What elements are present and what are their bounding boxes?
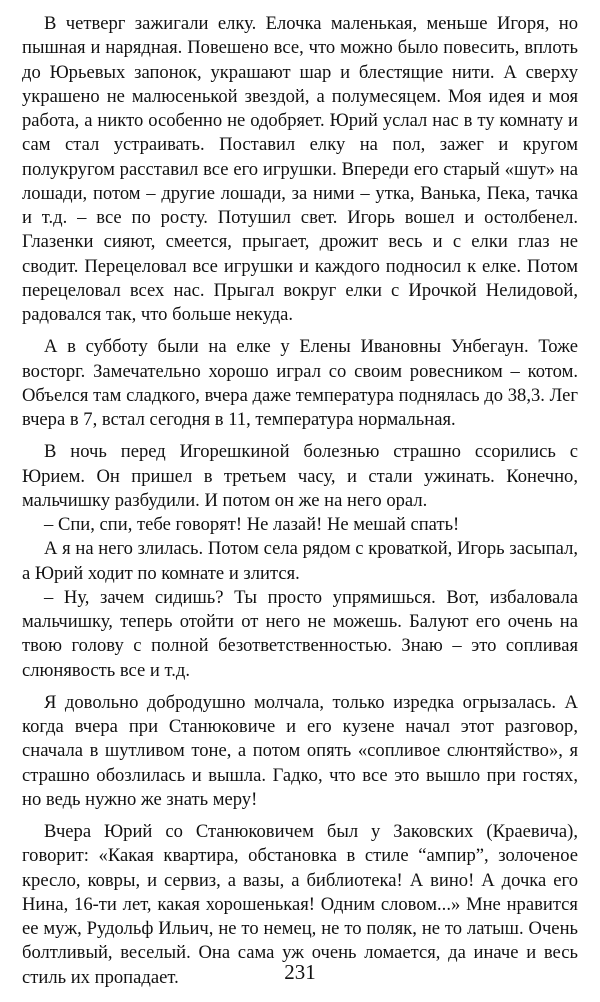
paragraph-night-quarrel: В ночь перед Игорешкиной болезнью страшно ссорились с Юрием. Он пришел в третьем часу, и стали ужинать. Конечно, мальчишку разбудили. И потом он же на него орал.: [22, 441, 578, 511]
book-page-text: [22, 12, 578, 998]
dialogue-line-sleep: – Спи, спи, тебе говорят! Не лазай! Не мешай спать!: [44, 514, 460, 535]
paragraph-saturday-visit: А в субботу были на елке у Елены Ивановны Унбегаун. Тоже восторг. Замечательно хорошо играл со своим ровесником – котом. Объелся там сладкого, вчера даже температура поднялась до 38,3. Лег вчера в 7, встал сегодня в 11, температура нормальная.: [22, 336, 578, 430]
paragraph-zakovsky-visit: Вчера Юрий со Станюковичем был у Заковских (Краевича), говорит: «Какая квартира, обстановка в стиле “ампир”, золоченое кресло, ковры, и сервиз, а вазы, а библиотека! А вино! А дочка его Нина, 16-ти лет, какая хорошенькая! Одним словом...» Мне нравится ее муж, Рудольф Ильич, не то немец, не то поляк, не то латыш. Очень болтливый, веселый. Она сама уж очень ломается, да иначе и весь стиль их пропадает.: [22, 821, 578, 988]
page-number: 231: [284, 960, 316, 984]
paragraph-silence: Я довольно добродушно молчала, только изредка огрызалась. А когда вчера при Станюковиче и его кузене начал этот разговор, сначала в шутливом тоне, а потом опять «сопливое слюнтяйство», я страшно обозлилась и вышла. Гадко, что все это вышло при гостях, но ведь нужно же знать меру!: [22, 691, 578, 810]
paragraph-angry: А я на него злилась. Потом села рядом с кроваткой, Игорь засыпал, а Юрий ходит по комнате и злится.: [22, 538, 578, 584]
dialogue-line-spoiled: – Ну, зачем сидишь? Ты просто упрямишься. Вот, избаловала мальчишку, теперь отойти от него не можешь. Балуют его очень на твою голову с полной безответственностью. Знаю – это сопливая слюнявость все и т.д.: [22, 586, 578, 681]
paragraph-christmas-tree: В четверг зажигали елку. Елочка маленькая, меньше Игоря, но пышная и нарядная. Повешено все, что можно было повесить, вплоть до Юрьевых запонок, украшают шар и блестящие нити. А сверху украшено не малюсенькой звездой, а полумесяцем. Моя идея и моя работа, а никто особенно не одобряет. Юрий услал нас в ту комнату и сам стал устраивать. Поставил елку на пол, зажег и кругом полукругом расставил все его игрушки. Впереди его старый «шут» на лошади, потом – другие лошади, за ними – утка, Ванька, Пека, тачка и т.д. – все по росту. Потушил свет. Игорь вошел и остолбенел. Глазенки сияют, смеется, прыгает, дрожит весь и с елки глаз не сводит. Перецеловал все игрушки и каждого подносил к елке. Потом перецеловал всех нас. Прыгал вокруг елки с Ирочкой Нелидовой, радовался так, что больше некуда.: [22, 13, 578, 325]
